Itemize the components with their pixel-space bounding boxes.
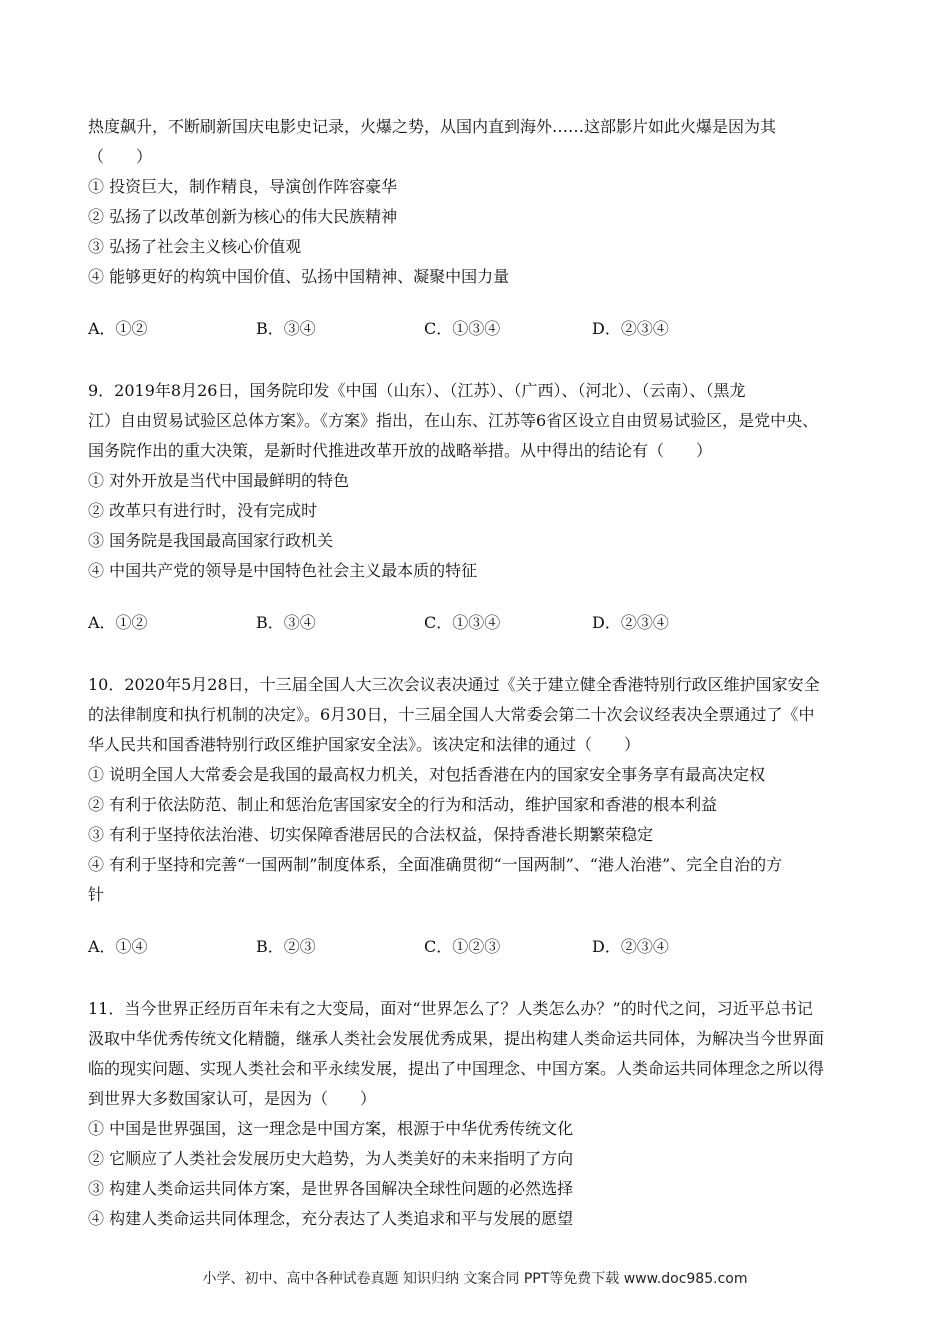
q8-choice-c: C．①③④ <box>424 319 501 338</box>
q10-answer-choices <box>88 932 868 962</box>
q10-option-item: ① 说明全国人大常委会是我国的最高权力机关，对包括香港在内的国家安全事务享有最高决定权 <box>88 765 766 784</box>
q8-answer-choices <box>88 314 868 344</box>
q10-choice-c: C．①②③ <box>424 937 501 956</box>
q10-choice-b: B．②③ <box>256 937 316 956</box>
q10-choice-a: A．①④ <box>88 937 148 956</box>
q9-choice-d: D．②③④ <box>592 613 669 632</box>
q11-option-item: ② 它顺应了人类社会发展历史大趋势，为人类美好的未来指明了方向 <box>88 1149 574 1168</box>
q10-stem-line: 的法律制度和执行机制的决定》。6月30日，十三届全国人大常委会第二十次会议经表决全票通过了《中 <box>88 705 815 724</box>
q10-stem-line: 10．2020年5月28日，十三届全国人大三次会议表决通过《关于建立健全香港特别行政区维护国家安全 <box>88 675 820 694</box>
q10-option-item: ③ 有利于坚持依法治港、切实保障香港居民的合法权益，保持香港长期繁荣稳定 <box>88 825 654 844</box>
q8-option-item: ③ 弘扬了社会主义核心价值观 <box>88 237 302 256</box>
q11-option-item: ③ 构建人类命运共同体方案，是世界各国解决全球性问题的必然选择 <box>88 1179 574 1198</box>
q10-option-item: 针 <box>88 885 105 904</box>
q11-stem-line: 临的现实问题、实现人类社会和平永续发展，提出了中国理念、中国方案。人类命运共同体理念之所以得 <box>88 1059 825 1078</box>
q9-option-item: ② 改革只有进行时，没有完成时 <box>88 501 318 520</box>
q11-option-item: ① 中国是世界强国，这一理念是中国方案，根源于中华优秀传统文化 <box>88 1119 574 1138</box>
q9-stem-line: 9．2019年8月26日，国务院印发《中国（山东）、（江苏）、（广西）、（河北）、（云南）、（黑龙 <box>88 381 746 400</box>
q9-choice-a: A．①② <box>88 613 148 632</box>
question-11 <box>88 994 868 1234</box>
q10-option-item: ④ 有利于坚持和完善“一国两制”制度体系，全面准确贯彻“一国两制”、“港人治港”、完全自治的方 <box>88 855 783 874</box>
q11-stem-line: 汲取中华优秀传统文化精髓，继承人类社会发展优秀成果，提出构建人类命运共同体，为解决当今世界面 <box>88 1029 825 1048</box>
q8-stem-line: 热度飙升，不断刷新国庆电影史记录，火爆之势，从国内直到海外……这部影片如此火爆是因为其 <box>88 117 777 136</box>
question-8 <box>88 112 868 344</box>
q11-option-item: ④ 构建人类命运共同体理念，充分表达了人类追求和平与发展的愿望 <box>88 1209 574 1228</box>
question-9 <box>88 376 868 638</box>
q8-choice-d: D．②③④ <box>592 319 669 338</box>
q11-stem-line: 到世界大多数国家认可，是因为（ ） <box>88 1089 377 1108</box>
q10-option-item: ② 有利于依法防范、制止和惩治危害国家安全的行为和活动，维护国家和香港的根本利益 <box>88 795 718 814</box>
q8-stem-line: （ ） <box>88 147 153 166</box>
page-content <box>88 112 868 1248</box>
q9-choice-b: B．③④ <box>256 613 316 632</box>
q8-option-item: ① 投资巨大，制作精良，导演创作阵容豪华 <box>88 177 398 196</box>
q8-option-item: ④ 能够更好的构筑中国价值、弘扬中国精神、凝聚中国力量 <box>88 267 510 286</box>
q11-stem-line: 11．当今世界正经历百年未有之大变局，面对“世界怎么了？人类怎么办？”的时代之问，习近平总书记 <box>88 999 813 1018</box>
q8-option-item: ② 弘扬了以改革创新为核心的伟大民族精神 <box>88 207 398 226</box>
q10-choice-d: D．②③④ <box>592 937 669 956</box>
q9-option-item: ① 对外开放是当代中国最鲜明的特色 <box>88 471 350 490</box>
q9-option-item: ③ 国务院是我国最高国家行政机关 <box>88 531 334 550</box>
q9-stem-line: 江）自由贸易试验区总体方案》。《方案》指出，在山东、江苏等6省区设立自由贸易试验区，是党中央、 <box>88 411 819 430</box>
page-footer: 小学、初中、高中各种试卷真题 知识归纳 文案合同 PPT等免费下载 www.doc985.com <box>202 1271 748 1287</box>
q8-choice-b: B．③④ <box>256 319 316 338</box>
question-10 <box>88 670 868 962</box>
q9-choice-c: C．①③④ <box>424 613 501 632</box>
q9-answer-choices <box>88 608 868 638</box>
q9-stem-line: 国务院作出的重大决策，是新时代推进改革开放的战略举措。从中得出的结论有（ ） <box>88 441 713 460</box>
q10-stem-line: 华人民共和国香港特别行政区维护国家安全法》。该决定和法律的通过（ ） <box>88 735 641 754</box>
q8-choice-a: A．①② <box>88 319 148 338</box>
q9-option-item: ④ 中国共产党的领导是中国特色社会主义最本质的特征 <box>88 561 478 580</box>
